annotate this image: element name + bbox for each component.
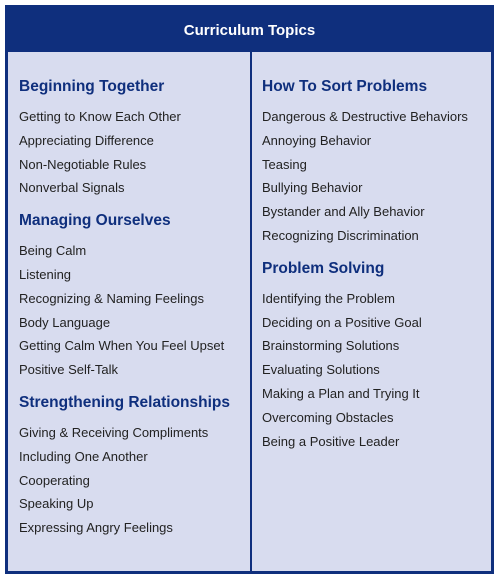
section-how-to-sort-problems <box>262 52 491 248</box>
topic-item: Cooperating <box>19 472 90 488</box>
topic-item: Being Calm <box>19 243 87 259</box>
topic-item: Teasing <box>262 156 307 172</box>
section-beginning-together <box>19 52 250 200</box>
left-column <box>8 52 250 571</box>
panel-header <box>8 8 491 52</box>
right-column <box>250 52 491 571</box>
topic-item: Positive Self-Talk <box>19 362 118 378</box>
section-title: Beginning Together <box>19 78 165 95</box>
topic-item: Listening <box>19 266 72 282</box>
topic-list <box>19 421 250 540</box>
topic-item: Expressing Angry Feelings <box>19 520 173 536</box>
topic-item: Overcoming Obstacles <box>262 409 394 425</box>
topic-item: Giving & Receiving Compliments <box>19 424 209 440</box>
topic-item: Appreciating Difference <box>19 132 154 148</box>
section-title: How To Sort Problems <box>262 78 428 95</box>
section-title: Problem Solving <box>262 259 385 277</box>
section-title: Managing Ourselves <box>19 212 171 230</box>
panel-title: Curriculum Topics <box>183 21 316 39</box>
topic-item: Deciding on a Positive Goal <box>262 314 422 330</box>
section-title: Strengthening Relationships <box>19 393 230 411</box>
curriculum-panel <box>5 5 494 574</box>
topic-item: Including One Another <box>19 448 148 464</box>
topic-list <box>19 105 250 200</box>
section-managing-ourselves <box>19 200 250 382</box>
topic-item: Getting to Know Each Other <box>19 109 181 124</box>
topic-list <box>19 239 250 382</box>
topic-item: Annoying Behavior <box>262 132 372 148</box>
topic-item: Body Language <box>19 314 111 330</box>
topic-item: Non-Negotiable Rules <box>19 156 147 172</box>
topic-item: Bullying Behavior <box>262 180 363 196</box>
section-strengthening-relationships <box>19 382 250 540</box>
topic-item: Nonverbal Signals <box>19 180 125 196</box>
topic-item: Speaking Up <box>19 496 94 512</box>
topic-item: Dangerous & Destructive Behaviors <box>262 109 468 124</box>
topic-item: Getting Calm When You Feel Upset <box>19 338 225 354</box>
topic-item: Bystander and Ally Behavior <box>262 204 425 220</box>
section-problem-solving <box>262 248 491 454</box>
topic-item: Identifying the Problem <box>262 290 395 306</box>
topic-item: Recognizing & Naming Feelings <box>19 290 204 306</box>
topic-item: Evaluating Solutions <box>262 362 380 378</box>
topic-item: Making a Plan and Trying It <box>262 385 420 401</box>
topic-item: Brainstorming Solutions <box>262 338 400 354</box>
topic-list <box>262 105 491 248</box>
topic-list <box>262 287 491 454</box>
topic-item: Being a Positive Leader <box>262 433 400 449</box>
topic-item: Recognizing Discrimination <box>262 227 419 243</box>
